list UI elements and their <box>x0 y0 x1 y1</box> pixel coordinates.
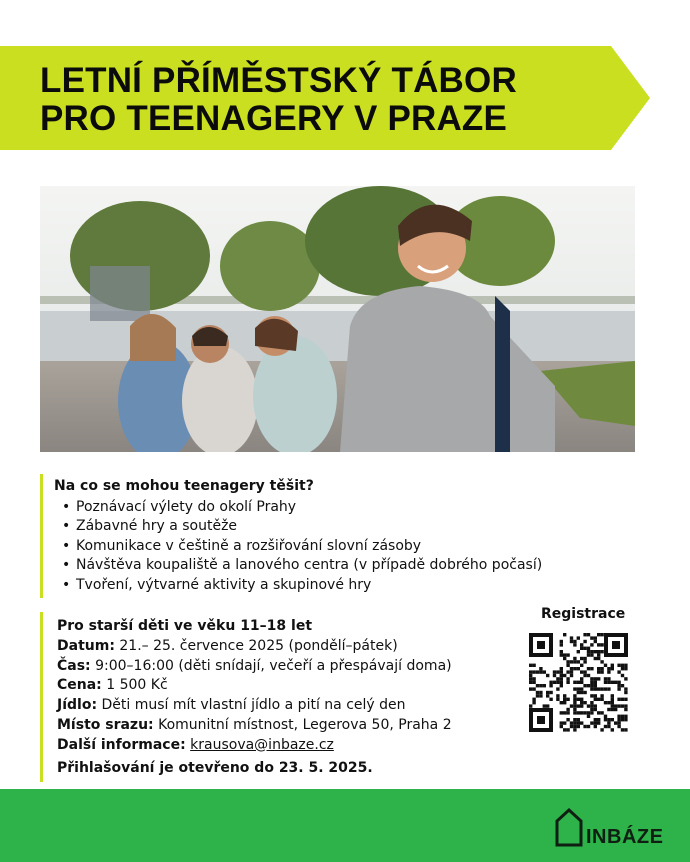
qr-code-icon[interactable] <box>527 631 630 734</box>
time-label: Čas: <box>57 657 91 674</box>
title-line-1: LETNÍ PŘÍMĚSTSKÝ TÁBOR <box>40 61 517 100</box>
features-list <box>52 498 542 595</box>
food-label: Jídlo: <box>57 697 98 714</box>
registration-deadline: Přihlašování je otevřeno do 23. 5. 2025. <box>57 760 373 776</box>
title-line-2: PRO TEENAGERY V PRAZE <box>40 99 508 138</box>
date-label: Datum: <box>57 637 115 654</box>
time-row <box>57 657 452 677</box>
price-value: 1 500 Kč <box>106 677 168 694</box>
logo-text: INBÁZE <box>586 826 664 848</box>
info-label: Další informace: <box>57 736 186 753</box>
hero-photo <box>40 186 635 452</box>
food-row <box>57 696 452 716</box>
place-row <box>57 716 452 736</box>
house-outline-icon <box>555 807 583 847</box>
details-accent-bar <box>40 612 43 782</box>
list-item: • Tvoření, výtvarné aktivity a skupinové hry <box>52 576 542 595</box>
registration-label: Registrace <box>541 606 626 622</box>
page-title <box>40 62 517 138</box>
food-value: Děti musí mít vlastní jídlo a pití na celý den <box>101 697 406 714</box>
features-heading: Na co se mohou teenagery těšit? <box>54 478 314 494</box>
hero-photo-illustration <box>40 186 635 452</box>
list-item: • Poznávací výlety do okolí Prahy <box>52 498 542 517</box>
date-value: 21.– 25. července 2025 (pondělí–pátek) <box>119 637 398 654</box>
time-value: 9:00–16:00 (děti snídají, večeří a přespávají doma) <box>95 657 452 674</box>
list-item: • Návštěva koupaliště a lanového centra (v případě dobrého počasí) <box>52 556 542 575</box>
list-item: • Zábavné hry a soutěže <box>52 517 542 536</box>
price-row <box>57 676 452 696</box>
age-line: Pro starší děti ve věku 11–18 let <box>57 618 313 634</box>
place-value: Komunitní místnost, Legerova 50, Praha 2 <box>158 716 452 733</box>
contact-email-link[interactable]: krausova@inbaze.cz <box>190 736 334 753</box>
features-accent-bar <box>40 474 43 598</box>
list-item: • Komunikace v češtině a rozšiřování slovní zásoby <box>52 537 542 556</box>
info-row <box>57 736 452 756</box>
date-row <box>57 637 452 657</box>
details-block <box>57 617 452 756</box>
qr-code-graphic <box>527 631 630 734</box>
price-label: Cena: <box>57 677 102 694</box>
place-label: Místo srazu: <box>57 716 154 733</box>
inbaze-logo <box>555 805 663 847</box>
